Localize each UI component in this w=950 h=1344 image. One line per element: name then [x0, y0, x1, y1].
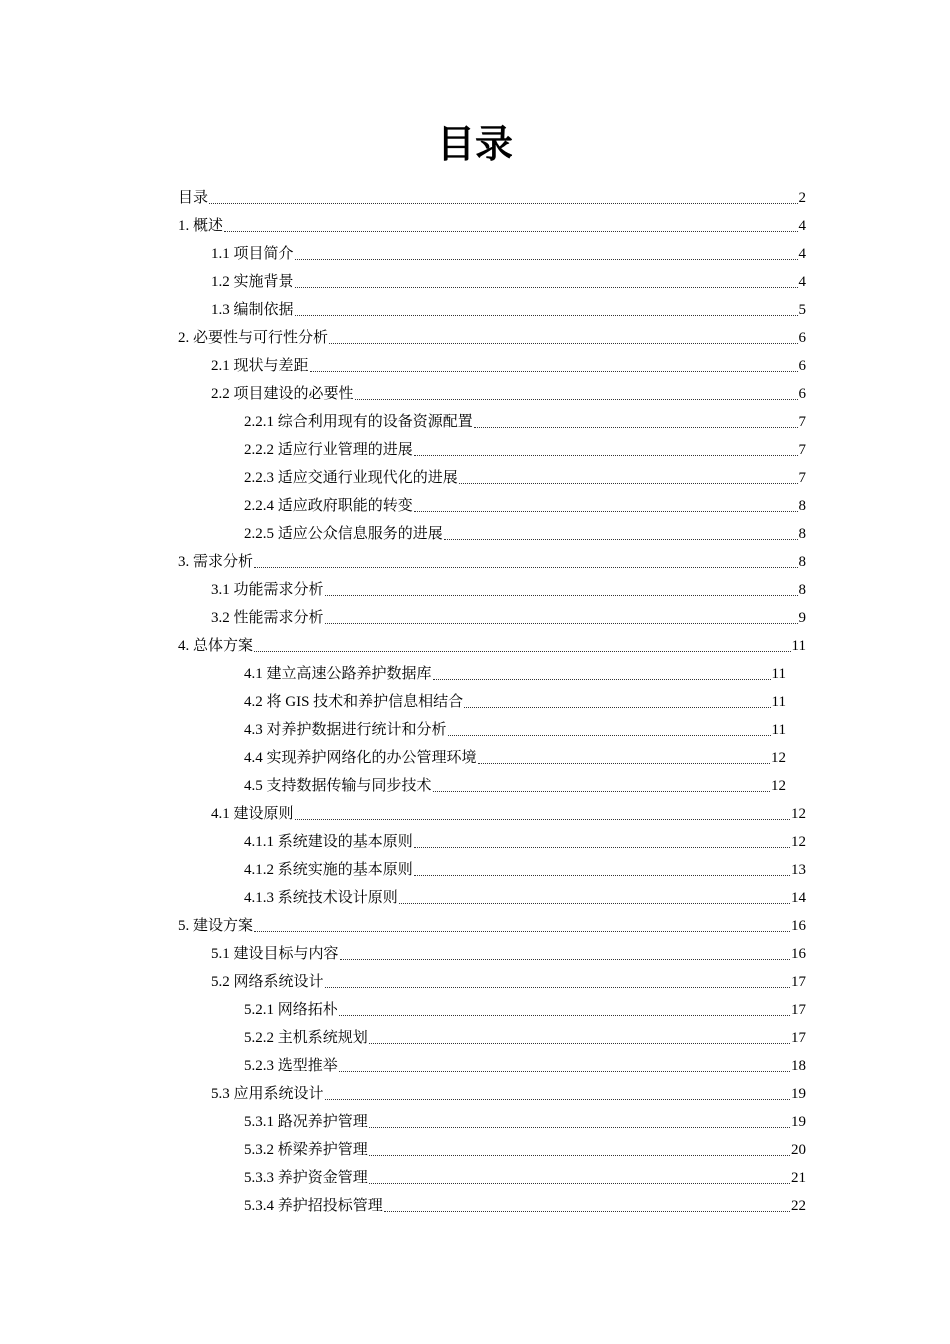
toc-entry-page-number: 5: [798, 302, 806, 318]
toc-entry[interactable]: [178, 1106, 806, 1134]
dot-leader: [464, 707, 770, 708]
dot-leader: [295, 315, 798, 316]
toc-entry-page-number: 17: [791, 1030, 806, 1046]
dot-leader: [369, 1183, 790, 1184]
toc-entry-page-number: 11: [771, 666, 786, 682]
toc-entry-page-number: 11: [791, 638, 806, 654]
dot-leader: [254, 567, 797, 568]
toc-entry-page-number: 7: [798, 442, 806, 458]
toc-entry[interactable]: [178, 994, 806, 1022]
toc-entry-page-number: 4: [798, 218, 806, 234]
dot-leader: [433, 679, 771, 680]
toc-entry-title: 3.2 性能需求分析: [211, 610, 324, 626]
toc-entry-page-number: 13: [791, 862, 806, 878]
dot-leader: [384, 1211, 790, 1212]
dot-leader: [295, 287, 798, 288]
toc-entry[interactable]: [178, 266, 806, 294]
toc-entry[interactable]: [178, 546, 806, 574]
toc-entry-page-number: 14: [791, 890, 806, 906]
dot-leader: [209, 203, 797, 204]
toc-entry[interactable]: [178, 350, 806, 378]
toc-entry[interactable]: [178, 882, 806, 910]
toc-entry-title: 5.3.2 桥梁养护管理: [244, 1142, 368, 1158]
toc-entry[interactable]: [178, 798, 806, 826]
dot-leader: [325, 987, 790, 988]
toc-entry-title: 1.3 编制依据: [211, 302, 294, 318]
toc-entry-page-number: 12: [771, 778, 786, 794]
toc-entry[interactable]: [178, 910, 806, 938]
dot-leader: [224, 231, 797, 232]
toc-entry-title: 5.1 建设目标与内容: [211, 946, 339, 962]
toc-entry-page-number: 12: [791, 806, 806, 822]
dot-leader: [325, 1099, 790, 1100]
dot-leader: [295, 819, 790, 820]
toc-entry[interactable]: [178, 462, 806, 490]
toc-entry-page-number: 8: [798, 582, 806, 598]
toc-entry-page-number: 12: [771, 750, 786, 766]
toc-entry[interactable]: [178, 238, 806, 266]
toc-entry-page-number: 2: [798, 190, 806, 206]
toc-entry[interactable]: [178, 378, 806, 406]
toc-entry-title: 4.4 实现养护网络化的办公管理环境: [244, 750, 477, 766]
toc-entry[interactable]: [178, 294, 806, 322]
toc-entry-page-number: 16: [791, 918, 806, 934]
toc-entry-page-number: 16: [791, 946, 806, 962]
toc-entry[interactable]: [178, 826, 806, 854]
toc-entry[interactable]: [178, 854, 806, 882]
toc-list: [178, 182, 806, 1218]
dot-leader: [325, 595, 798, 596]
dot-leader: [414, 455, 798, 456]
toc-entry[interactable]: [178, 1050, 806, 1078]
toc-entry-title: 2. 必要性与可行性分析: [178, 330, 329, 346]
toc-entry-title: 2.2.2 适应行业管理的进展: [244, 442, 413, 458]
toc-entry[interactable]: [178, 658, 806, 686]
toc-entry-page-number: 8: [798, 526, 806, 542]
toc-entry-title: 3. 需求分析: [178, 554, 254, 570]
toc-entry[interactable]: [178, 210, 806, 238]
toc-entry-page-number: 6: [798, 330, 806, 346]
toc-entry-title: 1. 概述: [178, 218, 224, 234]
toc-entry-page-number: 6: [798, 358, 806, 374]
toc-entry-title: 4.3 对养护数据进行统计和分析: [244, 722, 447, 738]
toc-entry-page-number: 17: [791, 1002, 806, 1018]
dot-leader: [448, 735, 771, 736]
toc-entry[interactable]: [178, 966, 806, 994]
toc-entry[interactable]: [178, 182, 806, 210]
toc-entry[interactable]: [178, 1134, 806, 1162]
toc-entry-page-number: 7: [798, 470, 806, 486]
dot-leader: [340, 959, 790, 960]
toc-entry-page-number: 17: [791, 974, 806, 990]
toc-entry-title: 4.1.1 系统建设的基本原则: [244, 834, 413, 850]
toc-entry[interactable]: [178, 1190, 806, 1218]
toc-entry-title: 1.2 实施背景: [211, 274, 294, 290]
toc-entry-page-number: 22: [791, 1198, 806, 1214]
toc-entry-page-number: 8: [798, 554, 806, 570]
dot-leader: [339, 1071, 790, 1072]
dot-leader: [433, 791, 770, 792]
toc-entry[interactable]: [178, 686, 806, 714]
dot-leader: [355, 399, 798, 400]
dot-leader: [444, 539, 798, 540]
toc-entry[interactable]: [178, 574, 806, 602]
toc-entry-page-number: 4: [798, 274, 806, 290]
toc-entry[interactable]: [178, 630, 806, 658]
toc-entry-title: 4.2 将 GIS 技术和养护信息相结合: [244, 694, 464, 710]
toc-entry-title: 2.1 现状与差距: [211, 358, 309, 374]
toc-entry[interactable]: [178, 938, 806, 966]
dot-leader: [414, 847, 790, 848]
toc-entry[interactable]: [178, 1078, 806, 1106]
toc-entry-title: 5.2.1 网络拓朴: [244, 1002, 338, 1018]
toc-entry-page-number: 11: [771, 722, 786, 738]
dot-leader: [459, 483, 798, 484]
toc-entry-title: 2.2.5 适应公众信息服务的进展: [244, 526, 443, 542]
toc-entry-title: 4.1 建设原则: [211, 806, 294, 822]
dot-leader: [254, 931, 790, 932]
toc-entry[interactable]: [178, 434, 806, 462]
toc-entry-title: 5.3.3 养护资金管理: [244, 1170, 368, 1186]
toc-entry-title: 5.2 网络系统设计: [211, 974, 324, 990]
dot-leader: [474, 427, 798, 428]
toc-entry[interactable]: [178, 602, 806, 630]
toc-entry[interactable]: [178, 770, 806, 798]
toc-entry-page-number: 21: [791, 1170, 806, 1186]
toc-entry[interactable]: [178, 742, 806, 770]
dot-leader: [399, 903, 790, 904]
dot-leader: [329, 343, 797, 344]
toc-entry-page-number: 7: [798, 414, 806, 430]
toc-entry-page-number: 19: [791, 1114, 806, 1130]
toc-entry[interactable]: [178, 714, 806, 742]
toc-entry[interactable]: [178, 322, 806, 350]
dot-leader: [369, 1127, 790, 1128]
toc-entry-title: 5.3.1 路况养护管理: [244, 1114, 368, 1130]
toc-entry-title: 4.5 支持数据传输与同步技术: [244, 778, 432, 794]
toc-entry-title: 1.1 项目简介: [211, 246, 294, 262]
dot-leader: [414, 875, 790, 876]
toc-entry-title: 4.1.3 系统技术设计原则: [244, 890, 398, 906]
toc-entry-page-number: 11: [771, 694, 786, 710]
toc-entry[interactable]: [178, 490, 806, 518]
toc-entry-title: 4.1.2 系统实施的基本原则: [244, 862, 413, 878]
dot-leader: [478, 763, 770, 764]
dot-leader: [414, 511, 798, 512]
toc-entry[interactable]: [178, 518, 806, 546]
toc-entry-title: 2.2.1 综合利用现有的设备资源配置: [244, 414, 473, 430]
toc-entry-title: 4.1 建立高速公路养护数据库: [244, 666, 432, 682]
toc-entry-title: 2.2 项目建设的必要性: [211, 386, 354, 402]
toc-entry-title: 4. 总体方案: [178, 638, 254, 654]
toc-entry-title: 目录: [178, 190, 209, 206]
dot-leader: [254, 651, 791, 652]
toc-entry-title: 5.3 应用系统设计: [211, 1086, 324, 1102]
toc-entry-page-number: 9: [798, 610, 806, 626]
toc-entry-page-number: 20: [791, 1142, 806, 1158]
dot-leader: [325, 623, 798, 624]
toc-entry-title: 5. 建设方案: [178, 918, 254, 934]
toc-entry-page-number: 6: [798, 386, 806, 402]
dot-leader: [295, 259, 798, 260]
toc-entry[interactable]: [178, 1022, 806, 1050]
toc-entry-title: 3.1 功能需求分析: [211, 582, 324, 598]
toc-entry[interactable]: [178, 406, 806, 434]
toc-entry-page-number: 4: [798, 246, 806, 262]
dot-leader: [369, 1155, 790, 1156]
toc-entry-title: 2.2.4 适应政府职能的转变: [244, 498, 413, 514]
dot-leader: [369, 1043, 790, 1044]
toc-entry-title: 5.3.4 养护招投标管理: [244, 1198, 383, 1214]
dot-leader: [310, 371, 798, 372]
toc-entry-page-number: 19: [791, 1086, 806, 1102]
toc-entry[interactable]: [178, 1162, 806, 1190]
dot-leader: [339, 1015, 790, 1016]
toc-entry-title: 5.2.3 选型推举: [244, 1058, 338, 1074]
toc-entry-page-number: 18: [791, 1058, 806, 1074]
toc-entry-page-number: 8: [798, 498, 806, 514]
toc-entry-title: 5.2.2 主机系统规划: [244, 1030, 368, 1046]
toc-entry-page-number: 12: [791, 834, 806, 850]
toc-heading: 目录: [436, 122, 513, 166]
toc-entry-title: 2.2.3 适应交通行业现代化的进展: [244, 470, 458, 486]
